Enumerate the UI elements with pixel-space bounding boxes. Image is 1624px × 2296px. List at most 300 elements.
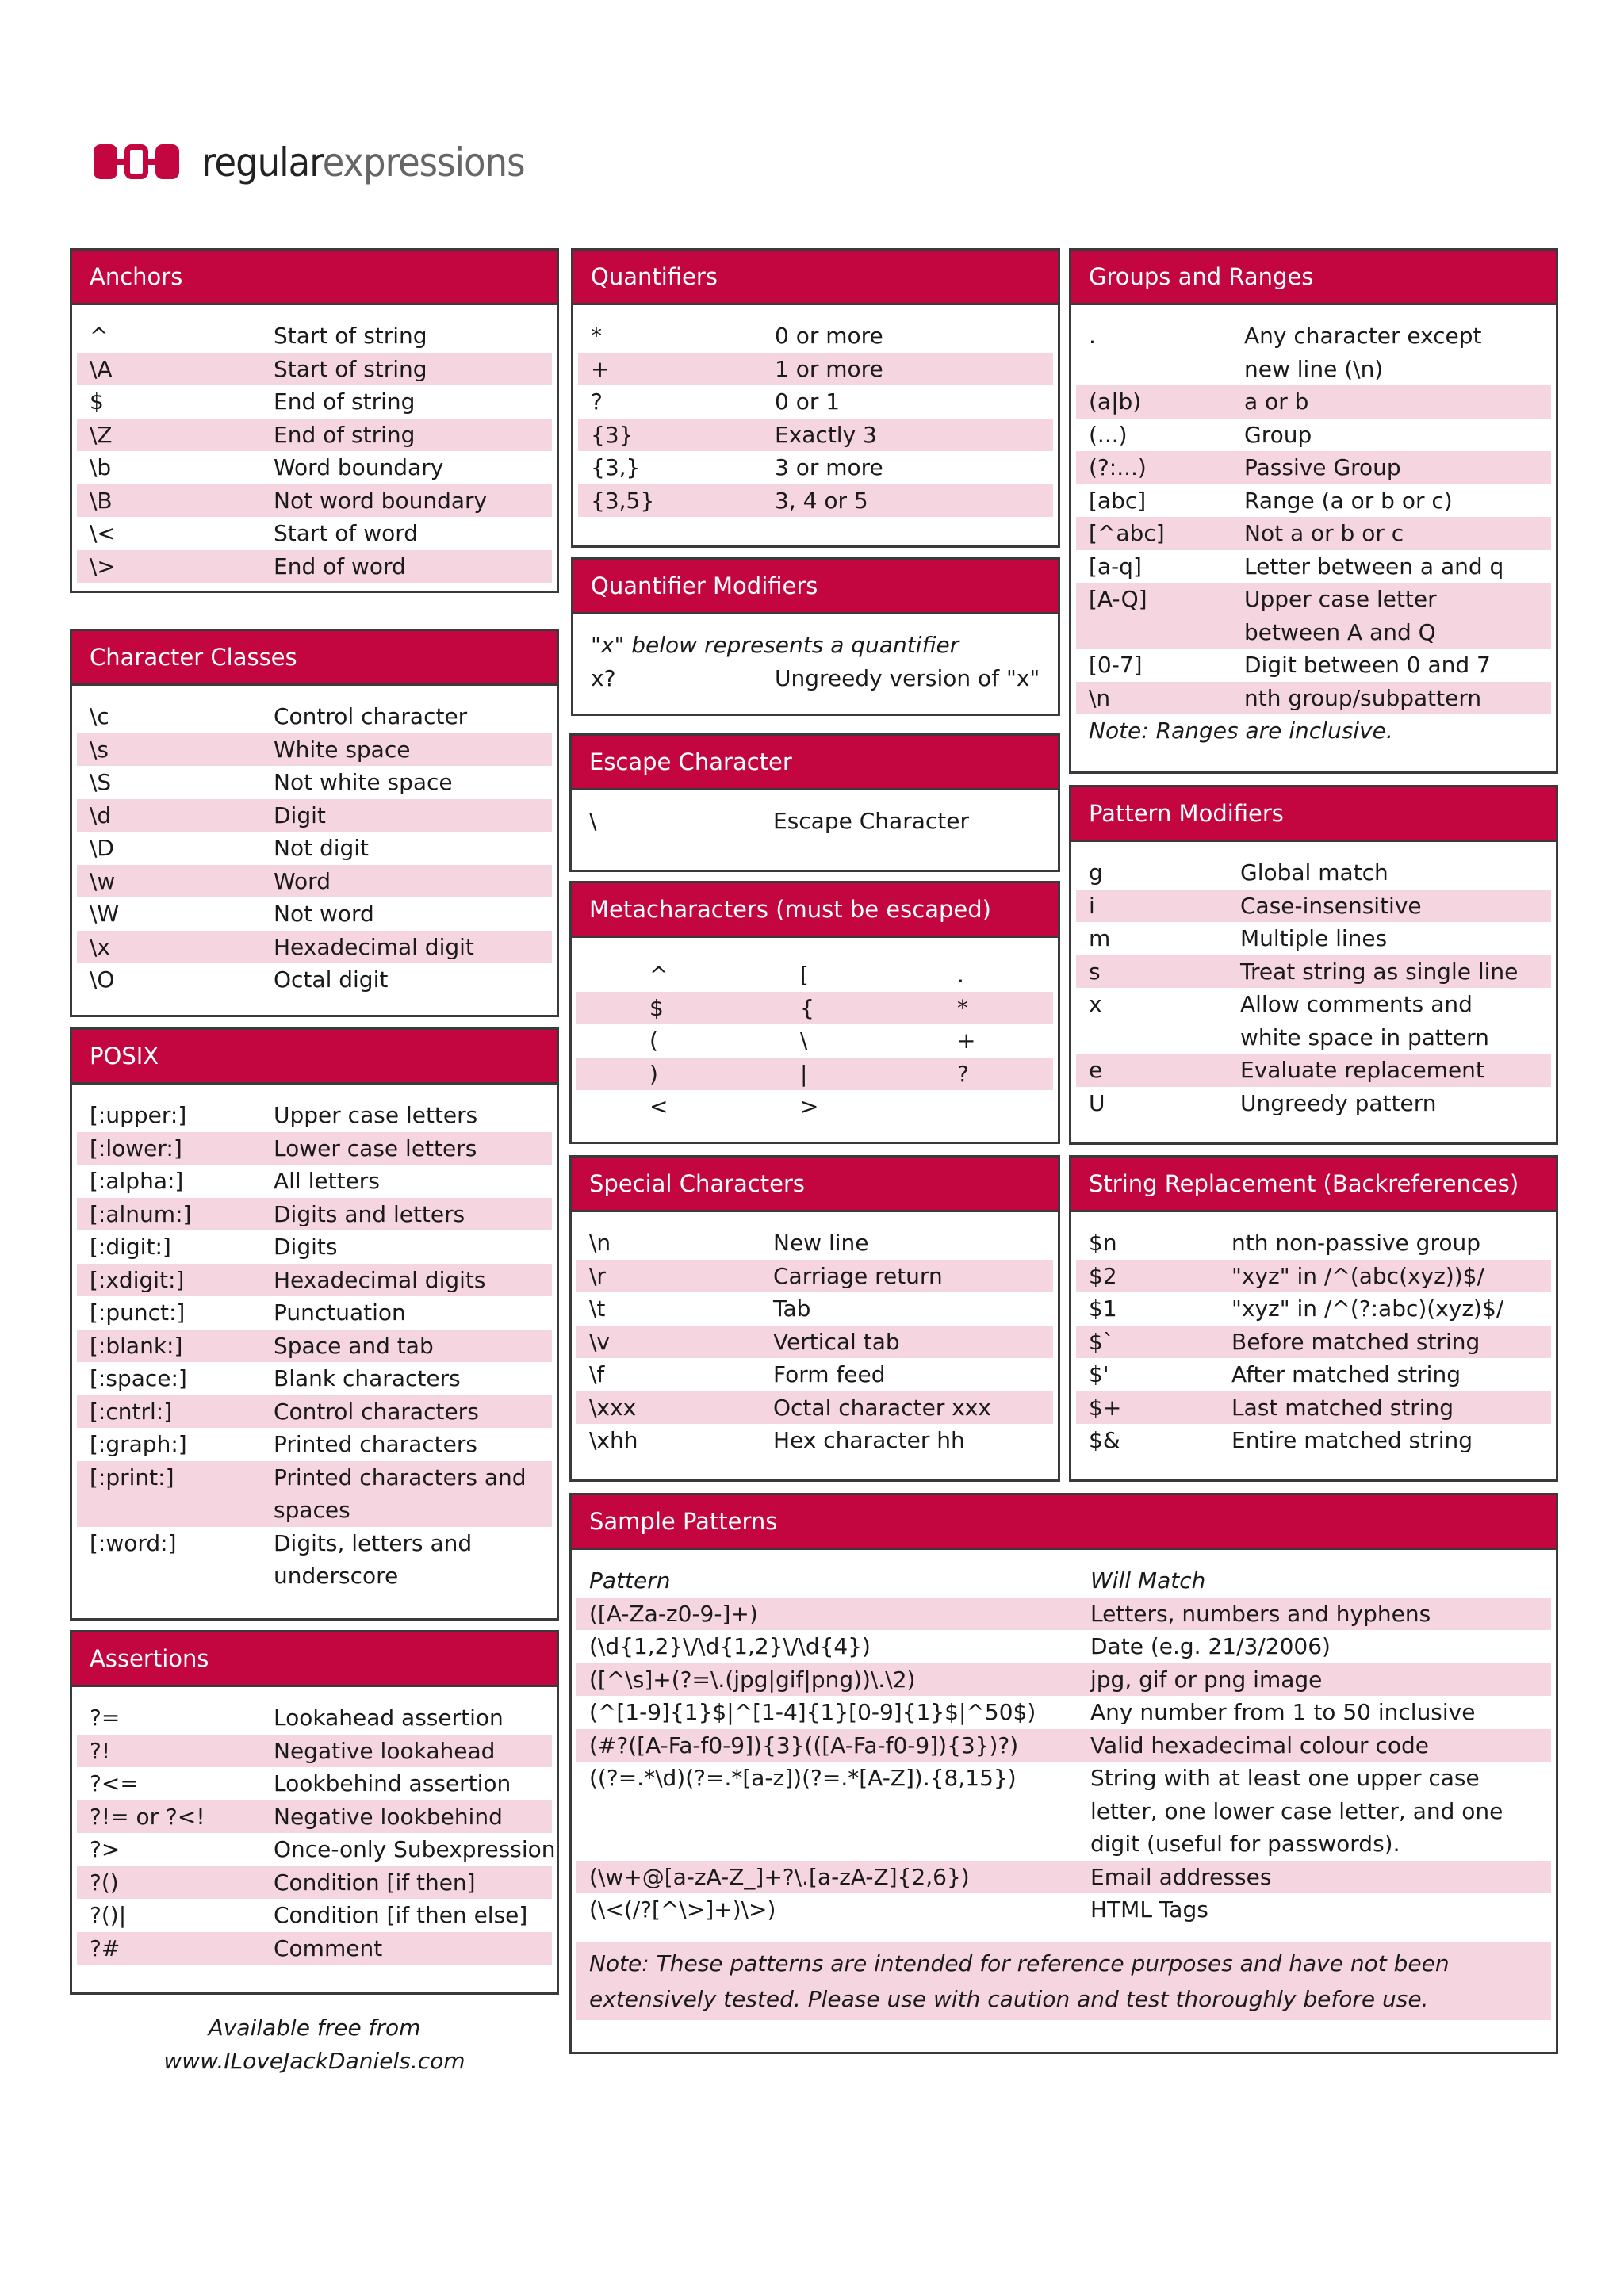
string-replacement-panel [1069,1155,1558,1482]
row-key: \W [90,901,120,927]
metacharacter: { [800,994,814,1021]
row-key: ?!= or ?<! [90,1803,205,1830]
table-row [576,1292,1053,1326]
panel-body [1071,1212,1556,1457]
logo-icon [94,144,179,179]
row-value: Condition [if then] [274,1869,476,1896]
panel-body [72,1085,557,1593]
table-row [77,1428,552,1461]
row-value: Condition [if then else] [274,1902,528,1928]
row-key: \t [589,1295,606,1322]
row-key: [0-7] [1089,652,1143,678]
panel-body [72,305,557,583]
sample-pattern-row [576,1598,1551,1631]
metacharacter-row [576,959,1053,992]
row-key: $' [1089,1361,1109,1387]
row-value: Letter between a and q [1244,553,1504,580]
row-key: {3,} [591,454,641,480]
metacharacter: \ [800,1027,808,1054]
row-value: Hexadecimal digit [274,933,474,960]
row-key: \x [90,933,111,960]
row-value: Not digit [274,835,370,861]
table-row [1076,988,1551,1054]
row-key: \D [90,835,114,861]
sample-pattern-row [576,1630,1551,1663]
metacharacter: ? [957,1060,969,1087]
table-row [578,451,1053,484]
row-key: [:graph:] [90,1431,187,1457]
row-value: a or b [1244,388,1309,415]
table-row [77,1230,552,1264]
sample-pattern-row [576,1663,1551,1697]
table-row [1076,1358,1551,1391]
metacharacter: . [957,962,964,988]
row-value: 3, 4 or 5 [775,487,868,514]
panel-title: String Replacement (Backreferences) [1071,1158,1556,1212]
table-row [77,1767,552,1800]
pattern-description: digit (useful for passwords). [1090,1831,1400,1857]
pattern-expression: (#?([A-Fa-f0-9]){3}(([A-Fa-f0-9]){3})?) [589,1732,1019,1758]
row-value: Upper case letter [1244,586,1437,612]
table-row [77,865,552,898]
row-key: m [1089,925,1111,951]
row-key: [:lower:] [90,1135,182,1161]
row-value: Octal digit [274,966,389,993]
row-value: Escape Character [773,808,969,834]
table-row [1076,517,1551,550]
table-row [1076,1054,1551,1087]
row-value: between A and Q [1244,618,1436,645]
row-value: Printed characters [274,1431,477,1457]
footer-link[interactable]: www.ILoveJackDaniels.com [163,2048,465,2074]
row-key: ?! [90,1737,111,1764]
row-key: \n [589,1230,611,1256]
row-value: Not white space [274,769,453,795]
row-key: \xxx [589,1394,637,1421]
row-value: Once-only Subexpression [274,1836,556,1862]
brand-name-part2: expressions [322,140,525,186]
table-row [77,799,552,832]
row-key: $2 [1089,1262,1117,1289]
metacharacters-panel [569,881,1060,1144]
pattern-expression: (\w+@[a-zA-Z_]+?\.[a-zA-Z]{2,6}) [589,1863,970,1890]
pattern-description: Any number from 1 to 50 inclusive [1090,1699,1476,1725]
row-value: White space [274,736,411,763]
footer-credit [70,2011,559,2078]
row-key: ?> [90,1836,121,1862]
row-key: $+ [1089,1394,1122,1421]
table-row [576,1424,1053,1457]
pattern-expression: (\d{1,2}\/\d{1,2}\/\d{4}) [589,1633,871,1659]
table-row [576,1326,1053,1359]
table-row [1076,856,1551,890]
metacharacter: * [957,994,968,1021]
footer-line: Available free from [208,2015,421,2041]
pattern-description: Letters, numbers and hyphens [1090,1600,1431,1627]
special-characters-panel [569,1155,1060,1482]
row-value: Digit between 0 and 7 [1244,652,1491,678]
table-row [77,1527,552,1593]
row-value: Not a or b or c [1244,520,1404,546]
row-value: Passive Group [1244,454,1401,480]
table-row [77,353,552,386]
metacharacter: $ [649,994,664,1021]
row-key: (a|b) [1089,388,1142,415]
row-key: \< [90,520,116,546]
metacharacter: < [649,1093,668,1119]
row-value: Global match [1240,859,1388,886]
row-key: \w [90,867,116,894]
panel-title: Pattern Modifiers [1071,787,1556,842]
row-value: Lower case letters [274,1135,477,1161]
row-key: [:upper:] [90,1102,187,1128]
table-row [77,931,552,964]
metacharacter: + [957,1027,976,1054]
row-key: [:blank:] [90,1332,183,1359]
row-key: $1 [1089,1295,1117,1322]
row-value: Group [1244,421,1312,448]
row-key: * [591,323,602,349]
table-row [1076,1087,1551,1120]
row-value: Hex character hh [773,1427,965,1453]
row-value: Blank characters [274,1365,461,1391]
row-value: new line (\n) [1244,355,1384,382]
row-value: Digits, letters and [274,1529,473,1556]
row-key: ?<= [90,1770,139,1797]
metacharacter-row [576,992,1053,1025]
row-key: . [1089,323,1096,349]
row-value: Carriage return [773,1262,943,1289]
metacharacter: [ [800,962,809,988]
row-value: Control characters [274,1398,479,1425]
pattern-description: String with at least one upper case [1090,1765,1480,1791]
row-value: 0 or more [775,323,883,349]
row-key: [:alpha:] [90,1168,184,1194]
row-key: U [1089,1089,1105,1116]
row-key: s [1089,958,1101,985]
row-key: \d [90,802,112,828]
row-key: + [591,355,610,382]
row-key: e [1089,1057,1103,1083]
panel-title: Anchors [72,251,557,305]
row-value: Comment [274,1934,383,1961]
groups-ranges-panel [1069,248,1558,774]
table-row [77,700,552,733]
row-value: Digits and letters [274,1200,465,1227]
row-value: Punctuation [274,1299,406,1326]
panel-body [572,790,1058,838]
row-value: Control character [274,703,468,729]
row-value: Start of string [274,355,427,382]
table-row [576,805,1053,838]
row-key: \v [589,1328,611,1355]
row-value: Ungreedy pattern [1240,1089,1437,1116]
metacharacter: > [800,1093,819,1119]
row-value: "xyz" in /^(?:abc)(xyz)$/ [1231,1295,1504,1322]
row-value: Form feed [773,1361,886,1387]
table-row [77,1132,552,1165]
row-key: \O [90,966,115,993]
table-row [77,1701,552,1735]
pattern-description: Valid hexadecimal colour code [1090,1732,1429,1758]
table-row [1076,890,1551,923]
row-key: [^abc] [1089,520,1165,546]
row-key: $& [1089,1427,1120,1453]
table-row [77,320,552,353]
table-row [77,550,552,584]
table-row [576,1260,1053,1293]
table-row [77,1932,552,1965]
table-row [1076,682,1551,715]
panel-note: Note: Ranges are inclusive. [1089,718,1393,744]
table-row [77,1800,552,1834]
row-key: \Z [90,421,113,448]
escape-character-panel [569,733,1060,872]
panel-title: Metacharacters (must be escaped) [572,883,1058,938]
table-row [1076,550,1551,584]
row-value: Tab [773,1295,811,1322]
row-key: [:punct:] [90,1299,186,1326]
panel-body [1071,842,1556,1119]
row-value: "xyz" in /^(abc(xyz))$/ [1231,1262,1484,1289]
table-row [1076,451,1551,484]
row-value: All letters [274,1168,380,1194]
table-row [77,1395,552,1429]
panel-title: Assertions [72,1632,557,1687]
sample-pattern-row [576,1696,1551,1729]
table-row [1076,1424,1551,1457]
row-value: Multiple lines [1240,925,1388,951]
panel-body [573,614,1058,695]
row-key: \xhh [589,1427,638,1453]
table-row [1076,1326,1551,1359]
panel-body [572,1212,1058,1457]
row-value: Start of word [274,520,419,546]
sample-pattern-row [576,1762,1551,1861]
row-key: x [1089,991,1102,1017]
pattern-column-header: Pattern [589,1567,671,1594]
table-row [77,1461,552,1527]
table-row [77,766,552,799]
panel-title: Special Characters [572,1158,1058,1212]
row-key: [:space:] [90,1365,187,1391]
row-key: [:cntrl:] [90,1398,173,1425]
table-row [576,1391,1053,1425]
brand-name [201,135,525,190]
row-value: Printed characters and [274,1464,527,1490]
pattern-description: HTML Tags [1090,1896,1208,1923]
table-row [77,1165,552,1198]
table-row [1076,385,1551,419]
row-value: Word [274,867,331,894]
match-column-header: Will Match [1090,1567,1206,1594]
table-row [1076,419,1551,452]
row-value: After matched string [1231,1361,1461,1387]
panel-title: Character Classes [72,631,557,686]
row-key: ?() [90,1869,119,1896]
row-value: Start of string [274,323,427,349]
row-value: Not word boundary [274,487,488,514]
table-row [77,1296,552,1330]
panel-body [572,1550,1556,2020]
row-value: Hexadecimal digits [274,1266,486,1293]
table-row [576,1226,1053,1260]
row-key: [:xdigit:] [90,1266,185,1293]
panel-body [72,686,557,997]
pattern-modifiers-panel [1069,785,1558,1145]
quantifier-modifiers-panel [571,557,1060,716]
pattern-expression: ((?=.*\d)(?=.*[a-z])(?=.*[A-Z]).{8,15}) [589,1765,1017,1791]
pattern-expression: (\<(/?[^\>]+)\>) [589,1896,776,1923]
row-key: ?= [90,1705,121,1731]
note-line: extensively tested. Please use with caution and test thoroughly before use. [589,1985,1429,2012]
sample-pattern-row [576,1729,1551,1762]
row-key: \b [90,454,112,480]
row-value: Entire matched string [1231,1427,1473,1453]
row-value: nth non-passive group [1231,1230,1481,1256]
table-row [1076,649,1551,682]
table-row [77,419,552,452]
row-key: {3} [591,421,634,448]
brand-name-part1: regular [201,140,323,186]
row-value: nth group/subpattern [1244,684,1482,711]
table-row [1076,1391,1551,1425]
table-row [578,353,1053,386]
sample-pattern-row [576,1893,1551,1927]
row-value: Digits [274,1234,338,1260]
row-key: \ [589,808,597,834]
row-value: Last matched string [1231,1394,1454,1421]
row-value: Vertical tab [773,1328,900,1355]
table-row [77,1099,552,1132]
row-value: white space in pattern [1240,1024,1489,1050]
panel-title: Quantifiers [573,251,1058,305]
sample-patterns-panel [569,1493,1558,2054]
panel-title: Quantifier Modifiers [573,560,1058,614]
row-key: \r [589,1262,606,1289]
table-row [1076,484,1551,518]
table-row [77,897,552,931]
table-row [77,1330,552,1363]
row-key: \n [1089,684,1111,711]
row-value: Exactly 3 [775,421,877,448]
row-key: [a-q] [1089,553,1142,580]
row-value: Evaluate replacement [1240,1057,1484,1083]
pattern-expression: (^[1-9]{1}$|^[1-4]{1}[0-9]{1}$|^50$) [589,1699,1036,1725]
anchors-panel [70,248,559,593]
row-key: ?# [90,1934,121,1961]
posix-panel [70,1027,559,1621]
sample-header-row [576,1564,1551,1598]
table-row [77,832,552,865]
quantifiers-panel [571,248,1060,548]
table-row [77,1735,552,1768]
note-line: Note: These patterns are intended for reference purposes and have not been [589,1950,1450,1976]
panel-note: "x" below represents a quantifier [591,632,959,658]
pattern-description: Date (e.g. 21/3/2006) [1090,1633,1331,1659]
row-key: (?:...) [1089,454,1147,480]
row-key: \s [90,736,109,763]
table-row [1076,320,1551,385]
row-value: Allow comments and [1240,991,1473,1017]
panel-body [1071,305,1556,748]
row-value: 3 or more [775,454,883,480]
row-value: Case-insensitive [1240,892,1422,919]
row-key: [:print:] [90,1464,174,1490]
table-row [1076,1226,1551,1260]
row-key: \S [90,769,112,795]
sample-patterns-note [576,1942,1551,2020]
table-row [1076,922,1551,955]
panel-body [573,305,1058,517]
row-value: Lookahead assertion [274,1705,504,1731]
row-value: Word boundary [274,454,444,480]
row-key: g [1089,859,1103,886]
row-key: ?()| [90,1902,127,1928]
panel-title: Groups and Ranges [1071,251,1556,305]
sample-pattern-row [576,1861,1551,1894]
table-row [578,484,1053,518]
row-key: {3,5} [591,487,655,514]
table-row [77,733,552,767]
row-key: [:word:] [90,1529,177,1556]
metacharacter-row [576,1058,1053,1091]
table-row [77,517,552,550]
table-row [578,385,1053,419]
panel-body [572,938,1058,1123]
metacharacter-row [576,1024,1053,1058]
row-key: ? [591,388,603,415]
panel-body [72,1687,557,1965]
row-key: [abc] [1089,487,1147,514]
pattern-description: jpg, gif or png image [1090,1666,1323,1693]
row-value: Treat string as single line [1240,958,1519,985]
panel-title: Escape Character [572,736,1058,790]
table-row [578,320,1053,353]
table-row [1076,1292,1551,1326]
row-key: i [1089,892,1095,919]
table-row [1076,583,1551,649]
row-key: [:alnum:] [90,1200,192,1227]
metacharacter: | [800,1060,808,1087]
character-classes-panel [70,629,559,1017]
table-row [77,1866,552,1900]
row-value: Upper case letters [274,1102,478,1128]
row-key: (...) [1089,421,1128,448]
table-row [77,1264,552,1297]
table-row [77,1899,552,1932]
row-value: Before matched string [1231,1328,1480,1355]
row-value: Negative lookahead [274,1737,496,1764]
table-row [77,385,552,419]
row-value: End of string [274,421,416,448]
table-row [578,419,1053,452]
row-value: Digit [274,802,326,828]
row-value: Ungreedy version of "x" [775,664,1040,691]
metacharacter: ( [649,1027,658,1054]
row-key: \B [90,487,113,514]
row-value: Not word [274,901,374,927]
metacharacter: ) [649,1060,658,1087]
row-key: $` [1089,1328,1114,1355]
table-row [77,1833,556,1866]
assertions-panel [70,1630,559,1995]
table-row [1076,1260,1551,1293]
row-value: 1 or more [775,355,883,382]
row-value: Any character except [1244,323,1482,349]
row-value: Range (a or b or c) [1244,487,1453,514]
row-key: \f [589,1361,605,1387]
